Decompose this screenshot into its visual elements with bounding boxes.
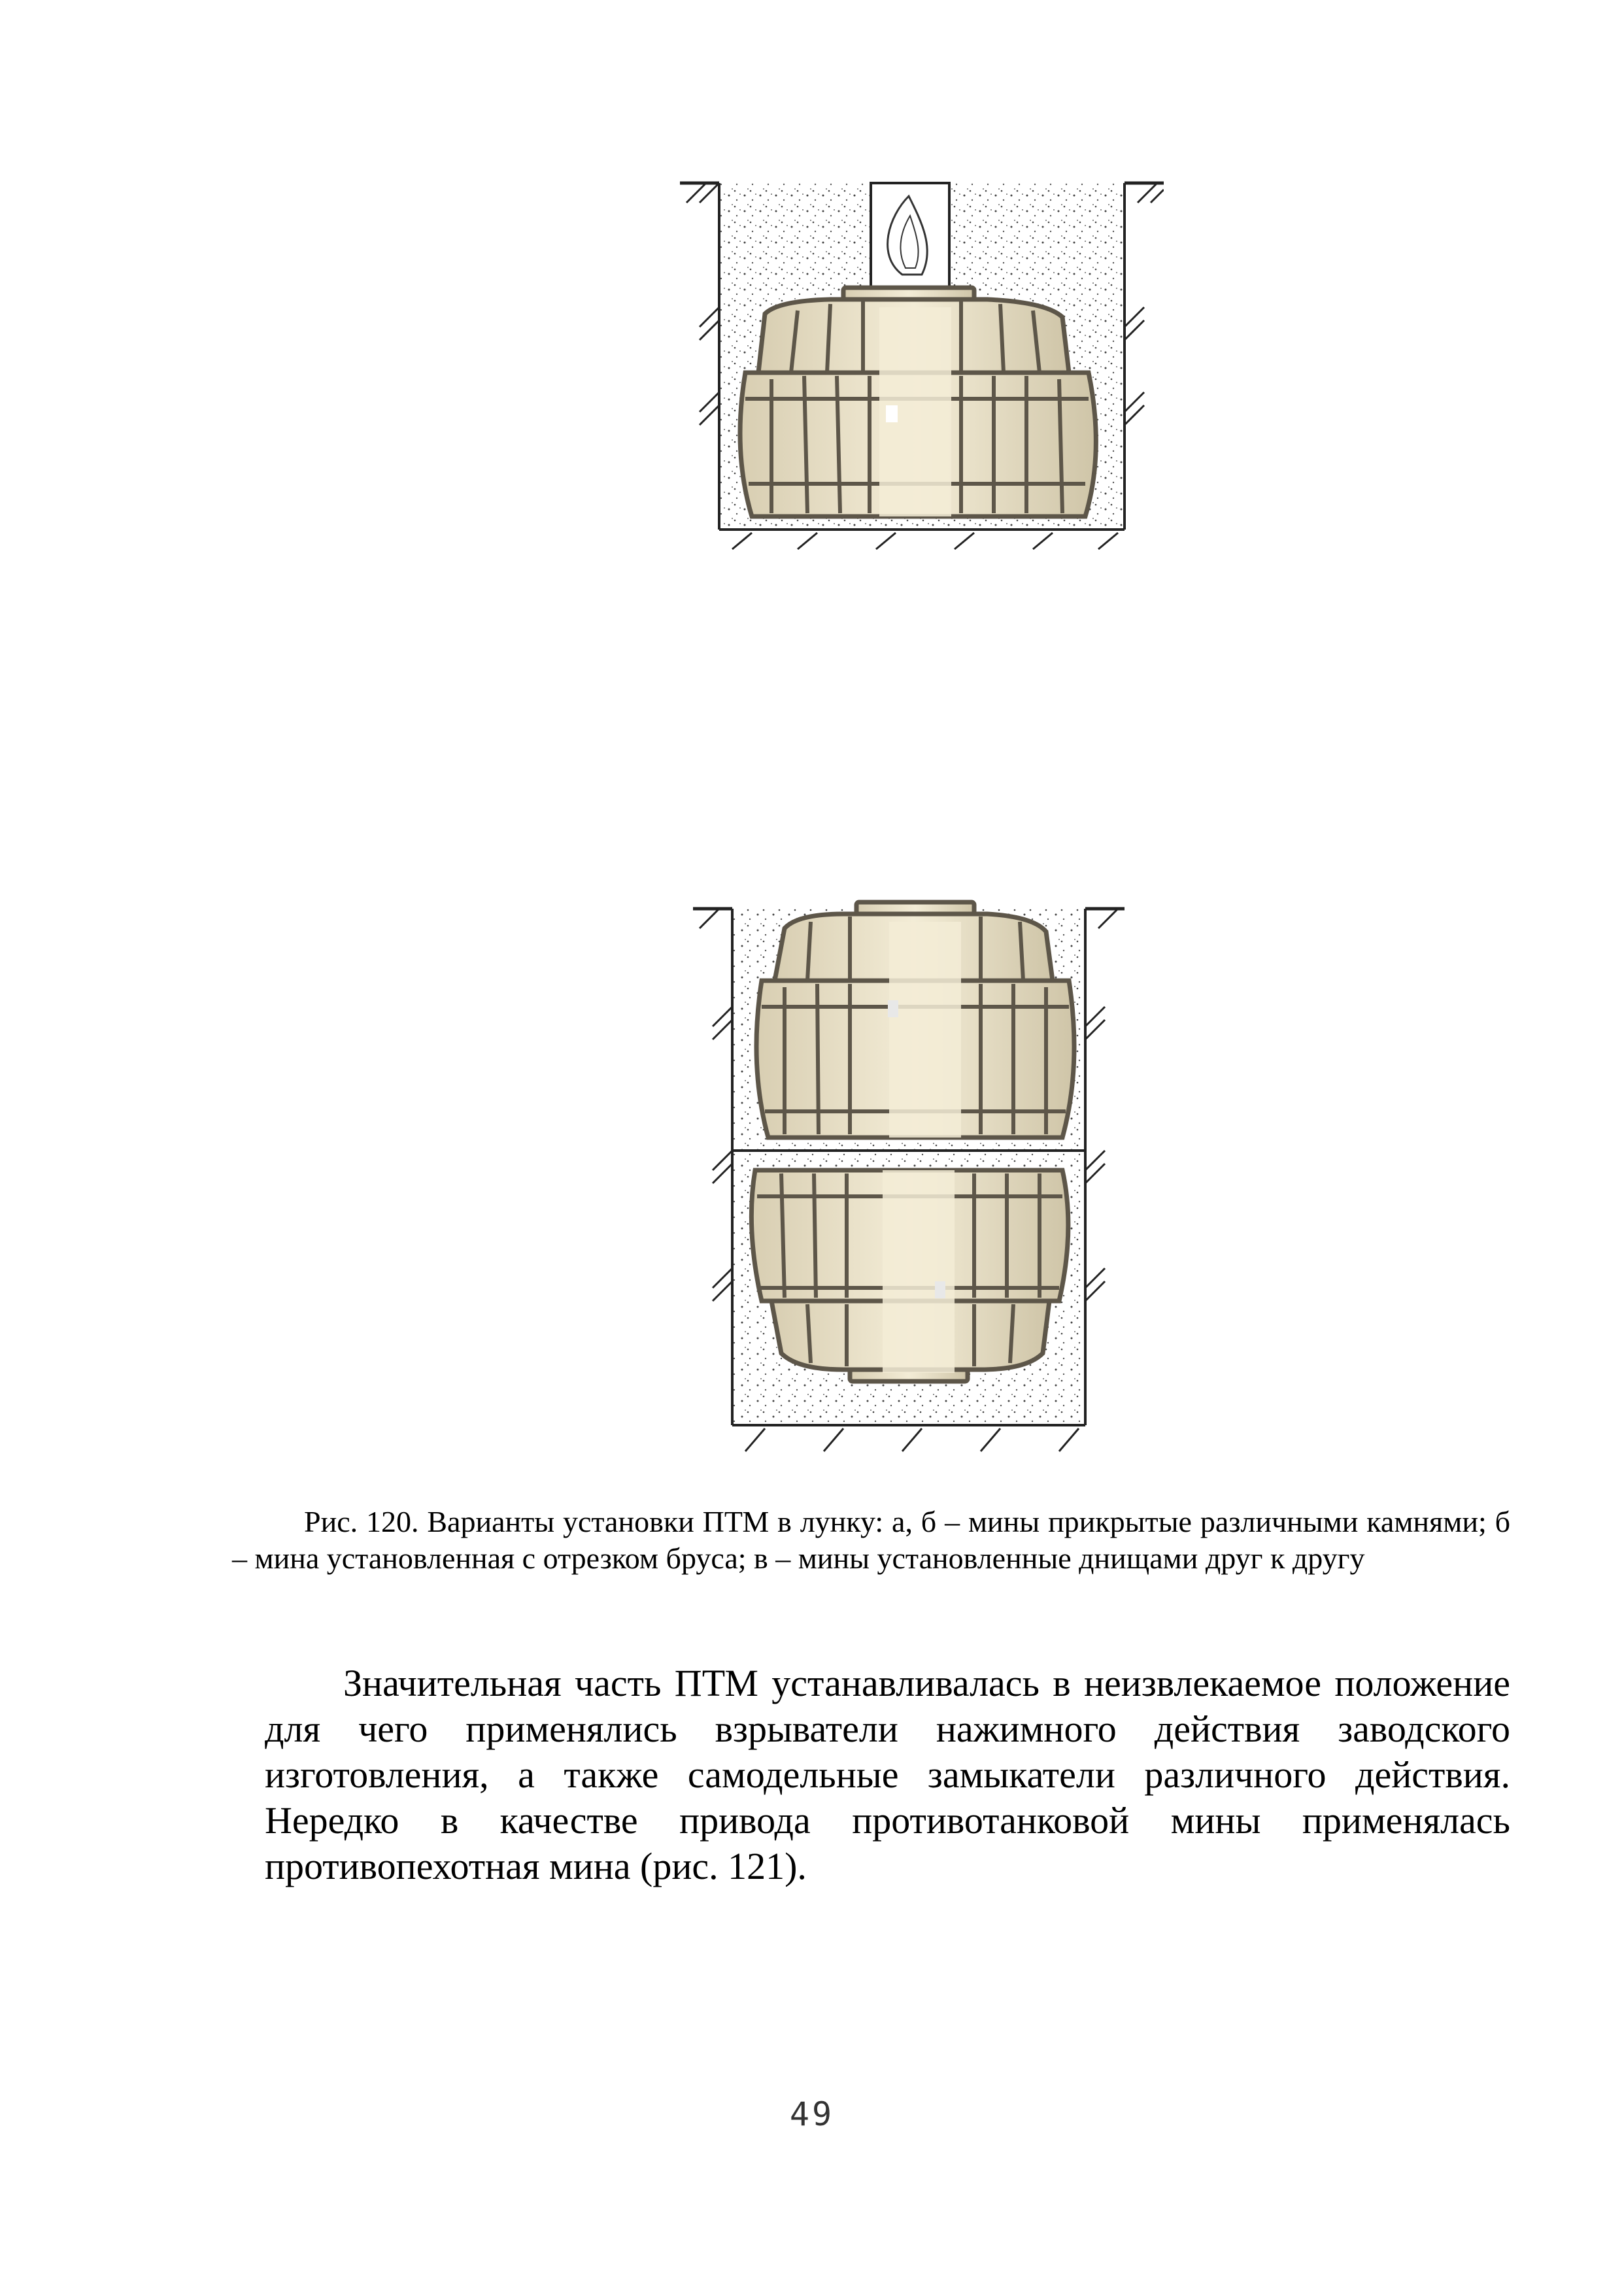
figure-two-mines-stacked (693, 896, 1125, 1458)
page-number: 49 (789, 2095, 835, 2133)
figure-mine-with-wood-block (680, 177, 1164, 556)
figure-caption-text: Рис. 120. Варианты установки ПТМ в лунку: а, б – мины прикрытые различными камнями; б – мина установленная с отрезком бруса; в – мины установленные днищами друг к другу (232, 1505, 1510, 1575)
body-paragraph (265, 1661, 1510, 1889)
body-paragraph-text: Значительная часть ПТМ устанавливалась в неизвлекаемое положение для чего применялись взрыватели нажимного действия заводского изготовления, а также самодельные замыкатели различного действия. Нередко в качестве привода противотанковой мины применялась противопехотная мина (рис. 121). (265, 1662, 1510, 1887)
figure-caption (232, 1504, 1510, 1577)
